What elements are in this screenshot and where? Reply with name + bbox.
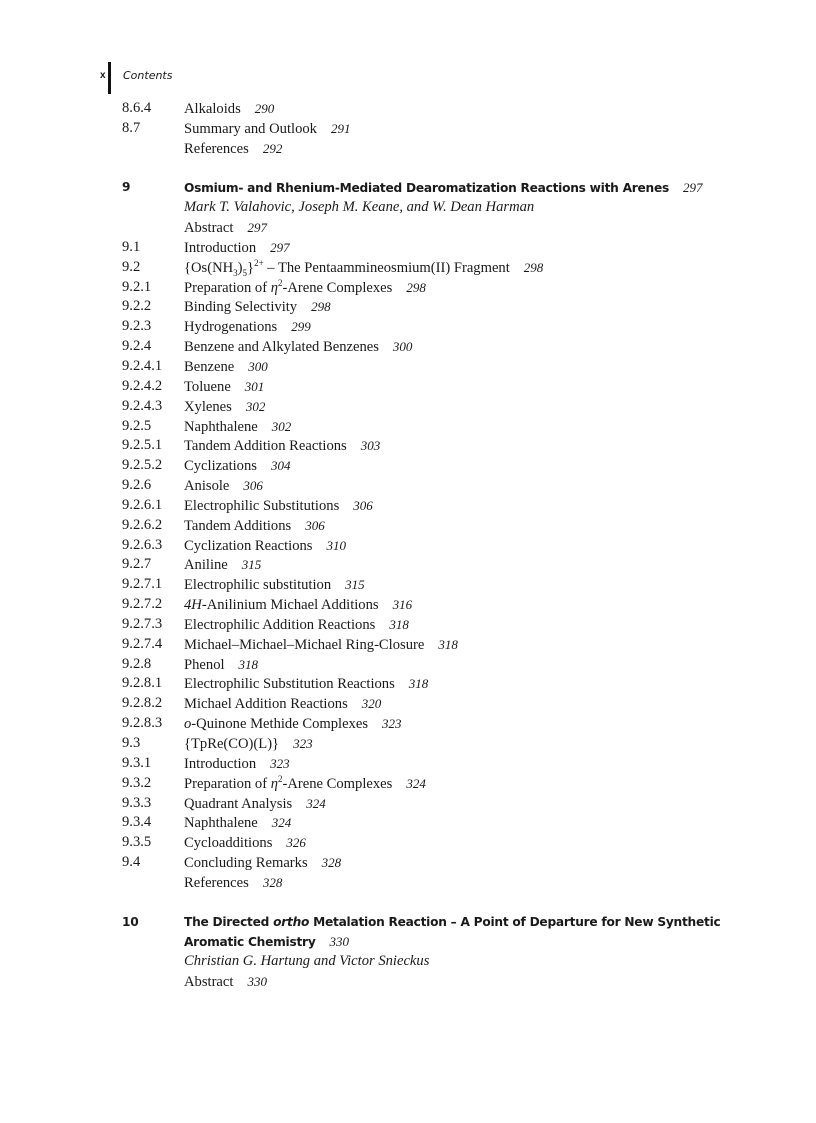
section-number: 9.3.5: [122, 834, 152, 851]
section-title: Summary and Outlook 291: [184, 120, 351, 137]
section-title: Introduction 323: [184, 755, 290, 772]
page-ref: 298: [523, 259, 544, 275]
section-number: 9.2.7.2: [122, 596, 163, 613]
section-number: 9.2.6.2: [122, 516, 163, 533]
section-number: 9.2.5: [122, 417, 152, 434]
toc-entry[interactable]: [122, 516, 762, 536]
section-number: 9.2.5.1: [122, 437, 163, 454]
page-ref: 297: [683, 180, 703, 196]
section-title: Benzene 300: [184, 358, 268, 375]
toc-entry[interactable]: [122, 615, 762, 635]
page-ref: 324: [271, 815, 292, 831]
page-ref: 316: [392, 597, 413, 613]
section-title: $\{Os(NH_3)_5\}^{2+}$ – The Pentaammineosmium(II) Fragment 298: [184, 257, 544, 278]
authors: Christian G. Hartung and Victor Snieckus: [184, 953, 430, 970]
entries-group-d: [122, 794, 762, 893]
toc-entry[interactable]: [122, 655, 762, 675]
section-title: Cyclization Reactions 310: [184, 537, 346, 554]
page-ref: 323: [293, 736, 313, 751]
toc-entry[interactable]: [122, 774, 762, 794]
page-ref: 300: [248, 358, 268, 374]
chapter-authors: [122, 952, 762, 972]
page-ref: 300: [392, 339, 413, 355]
toc-entry[interactable]: [122, 297, 762, 317]
toc-entry[interactable]: [122, 317, 762, 337]
toc-entry[interactable]: [122, 635, 762, 655]
page-number: x: [100, 70, 106, 81]
section-number: 9.2.7.1: [122, 576, 163, 593]
page-ref: 291: [330, 120, 351, 136]
section-title: Concluding Remarks 328: [184, 855, 342, 872]
page-ref: 328: [262, 874, 283, 890]
section-number: 9.3.2: [122, 774, 152, 791]
section-title: Cycloadditions 326: [184, 835, 306, 852]
section-title: 4H-Anilinium Michael Additions 316: [184, 597, 413, 614]
toc-entry[interactable]: [122, 119, 762, 139]
chapter-number: 10: [122, 914, 139, 929]
chapter-heading[interactable]: [122, 178, 762, 198]
page-ref: 302: [245, 398, 266, 414]
section-number: 9.3.1: [122, 754, 152, 771]
header-rule: [108, 62, 111, 94]
section-title: Electrophilic Addition Reactions 318: [184, 616, 409, 633]
section-number: 9.2.6.1: [122, 496, 163, 513]
chapter-authors: [122, 198, 762, 218]
section-number: 9.2.2: [122, 298, 152, 315]
section-title: Michael Addition Reactions 320: [184, 696, 382, 713]
page-ref: 298: [406, 279, 426, 295]
page-ref: 299: [291, 319, 311, 335]
table-of-contents: [122, 99, 762, 992]
section-number: 9.2.7: [122, 556, 152, 573]
page-ref: 290: [254, 101, 275, 116]
page-ref: 330: [247, 974, 267, 990]
toc-entry[interactable]: [122, 258, 762, 278]
toc-entry[interactable]: [122, 794, 762, 814]
entries-group-c: [122, 734, 762, 774]
page-ref: 318: [408, 676, 429, 692]
section-title: Abstract 330: [184, 974, 267, 991]
section-title: Tandem Additions 306: [184, 517, 325, 534]
spacer: [122, 893, 762, 913]
section-title: Xylenes 302: [184, 398, 266, 415]
page-ref: 297: [247, 220, 267, 236]
toc-entry[interactable]: [122, 397, 762, 417]
section-number: 9.3.4: [122, 814, 152, 831]
toc-entry[interactable]: [122, 972, 762, 992]
toc-entry[interactable]: [122, 555, 762, 575]
toc-entry[interactable]: [122, 417, 762, 437]
page-ref: 320: [361, 696, 382, 712]
section-title: Quadrant Analysis 324: [184, 795, 326, 812]
toc-entry[interactable]: [122, 476, 762, 496]
section-number: 9.2.8.3: [122, 715, 163, 732]
page-ref: 323: [382, 716, 402, 732]
section-title: Naphthalene 302: [184, 418, 292, 435]
toc-entry[interactable]: [122, 754, 762, 774]
section-title: References 328: [184, 874, 283, 891]
chapter-title: The Directed ortho Metalation Reaction – A Point of Departure for New Synthetic: [184, 914, 721, 929]
section-title: Cyclizations 304: [184, 458, 291, 475]
toc-entry[interactable]: [122, 278, 762, 298]
section-title: Preparation of $\eta^2$-Arene Complexes 298: [184, 277, 426, 296]
chapter-title-line2: Aromatic Chemistry 330: [184, 934, 350, 950]
section-title: Electrophilic substitution 315: [184, 577, 365, 594]
page-ref: 306: [243, 478, 263, 494]
chapter-heading[interactable]: [122, 913, 762, 933]
section-number: 9.3: [122, 735, 141, 751]
toc-entry[interactable]: [122, 436, 762, 456]
page-ref: 302: [271, 418, 292, 434]
toc-entry[interactable]: [122, 833, 762, 853]
authors: Mark T. Valahovic, Joseph M. Keane, and W. Dean Harman: [184, 199, 535, 216]
page-ref: 306: [353, 497, 373, 513]
section-title: Electrophilic Substitution Reactions 318: [184, 676, 429, 693]
section-title: Toluene 301: [184, 378, 265, 395]
section-number: 9.2.3: [122, 318, 152, 335]
toc-entry[interactable]: [122, 575, 762, 595]
section-title: Binding Selectivity 298: [184, 299, 331, 316]
section-number: 8.7: [122, 119, 141, 136]
section-title: Hydrogenations 299: [184, 319, 311, 336]
section-number: 9.2.7.4: [122, 635, 163, 652]
section-title: Alkaloids 290: [184, 101, 275, 117]
section-number: 9.1: [122, 238, 141, 255]
toc-entry[interactable]: [122, 99, 762, 119]
chapter-number: 9: [122, 180, 131, 195]
page-ref: 306: [305, 517, 325, 533]
toc-entry[interactable]: [122, 536, 762, 556]
section-title: o-Quinone Methide Complexes 323: [184, 716, 402, 733]
section-title: Phenol 318: [184, 656, 259, 673]
chapter-title: Osmium- and Rhenium-Mediated Dearomatization Reactions with Arenes 297: [184, 180, 703, 196]
section-title: {TpRe(CO)(L)} 323: [184, 736, 313, 752]
toc-entry[interactable]: [122, 496, 762, 516]
entries-group-a: [122, 297, 762, 595]
page-ref: 318: [389, 616, 409, 632]
toc-entry[interactable]: [122, 357, 762, 377]
toc-entry[interactable]: [122, 714, 762, 734]
section-number: 9.4: [122, 854, 141, 871]
section-title: Aniline 315: [184, 557, 262, 574]
section-title: Introduction 297: [184, 239, 290, 256]
section-title: References 292: [184, 140, 283, 157]
entries-group-b: [122, 615, 762, 714]
page-ref: 315: [241, 557, 262, 573]
toc-entry[interactable]: [122, 139, 762, 159]
toc-entry[interactable]: [122, 238, 762, 258]
page-ref: 304: [270, 458, 291, 474]
page-ref: 323: [270, 755, 290, 771]
section-title: Anisole 306: [184, 478, 263, 495]
toc-entry[interactable]: [122, 595, 762, 615]
section-number: 9.2.1: [122, 278, 152, 295]
toc-entry[interactable]: [122, 377, 762, 397]
section-number: 9.2.4.2: [122, 377, 163, 394]
page-ref: 303: [360, 438, 381, 454]
section-title: Electrophilic Substitutions 306: [184, 497, 373, 514]
page-ref: 318: [438, 636, 458, 652]
toc-entry[interactable]: [122, 873, 762, 893]
section-number: 9.2.4.3: [122, 397, 163, 414]
toc-entry[interactable]: [122, 456, 762, 476]
section-number: 9.2.6.3: [122, 536, 163, 553]
page-ref: 324: [406, 775, 426, 791]
section-title: Benzene and Alkylated Benzenes 300: [184, 339, 413, 356]
page-ref: 326: [286, 835, 306, 851]
section-title: Abstract 297: [184, 220, 267, 237]
toc-entry[interactable]: [122, 813, 762, 833]
section-title: Naphthalene 324: [184, 815, 292, 832]
section-number: 8.6.4: [122, 100, 152, 116]
page-ref: 330: [329, 934, 350, 950]
page-ref: 292: [262, 140, 283, 156]
section-number: 9.2.6: [122, 477, 152, 494]
section-number: 9.2.5.2: [122, 457, 163, 474]
section-title: Preparation of $\eta^2$-Arene Complexes 324: [184, 773, 426, 792]
section-number: 9.2: [122, 258, 141, 275]
section-number: 9.2.8: [122, 655, 152, 672]
page-ref: 310: [326, 537, 346, 553]
section-number: 9.2.4.1: [122, 357, 163, 374]
toc-entry[interactable]: [122, 337, 762, 357]
section-number: 9.2.4: [122, 338, 152, 355]
toc-entry[interactable]: [122, 694, 762, 714]
page-ref: 301: [244, 378, 265, 394]
section-number: 9.2.8.1: [122, 675, 163, 692]
page-ref: 318: [238, 656, 259, 672]
page-ref: 328: [321, 855, 342, 871]
toc-entry[interactable]: [122, 734, 762, 754]
section-title: Tandem Addition Reactions 303: [184, 438, 381, 455]
section-number: 9.2.7.3: [122, 615, 163, 632]
toc-entry[interactable]: [122, 218, 762, 238]
toc-entry[interactable]: [122, 674, 762, 694]
section-number: 9.3.3: [122, 794, 152, 811]
page-ref: 298: [311, 299, 331, 315]
chapter-heading-continued[interactable]: [122, 932, 762, 952]
page-ref: 297: [270, 239, 290, 255]
page-ref: 315: [345, 577, 365, 593]
section-number: 9.2.8.2: [122, 695, 163, 712]
page-ref: 324: [306, 795, 326, 811]
section-title: Michael–Michael–Michael Ring-Closure 318: [184, 636, 458, 653]
toc-entry[interactable]: [122, 853, 762, 873]
spacer: [122, 159, 762, 179]
running-title: Contents: [123, 69, 173, 82]
